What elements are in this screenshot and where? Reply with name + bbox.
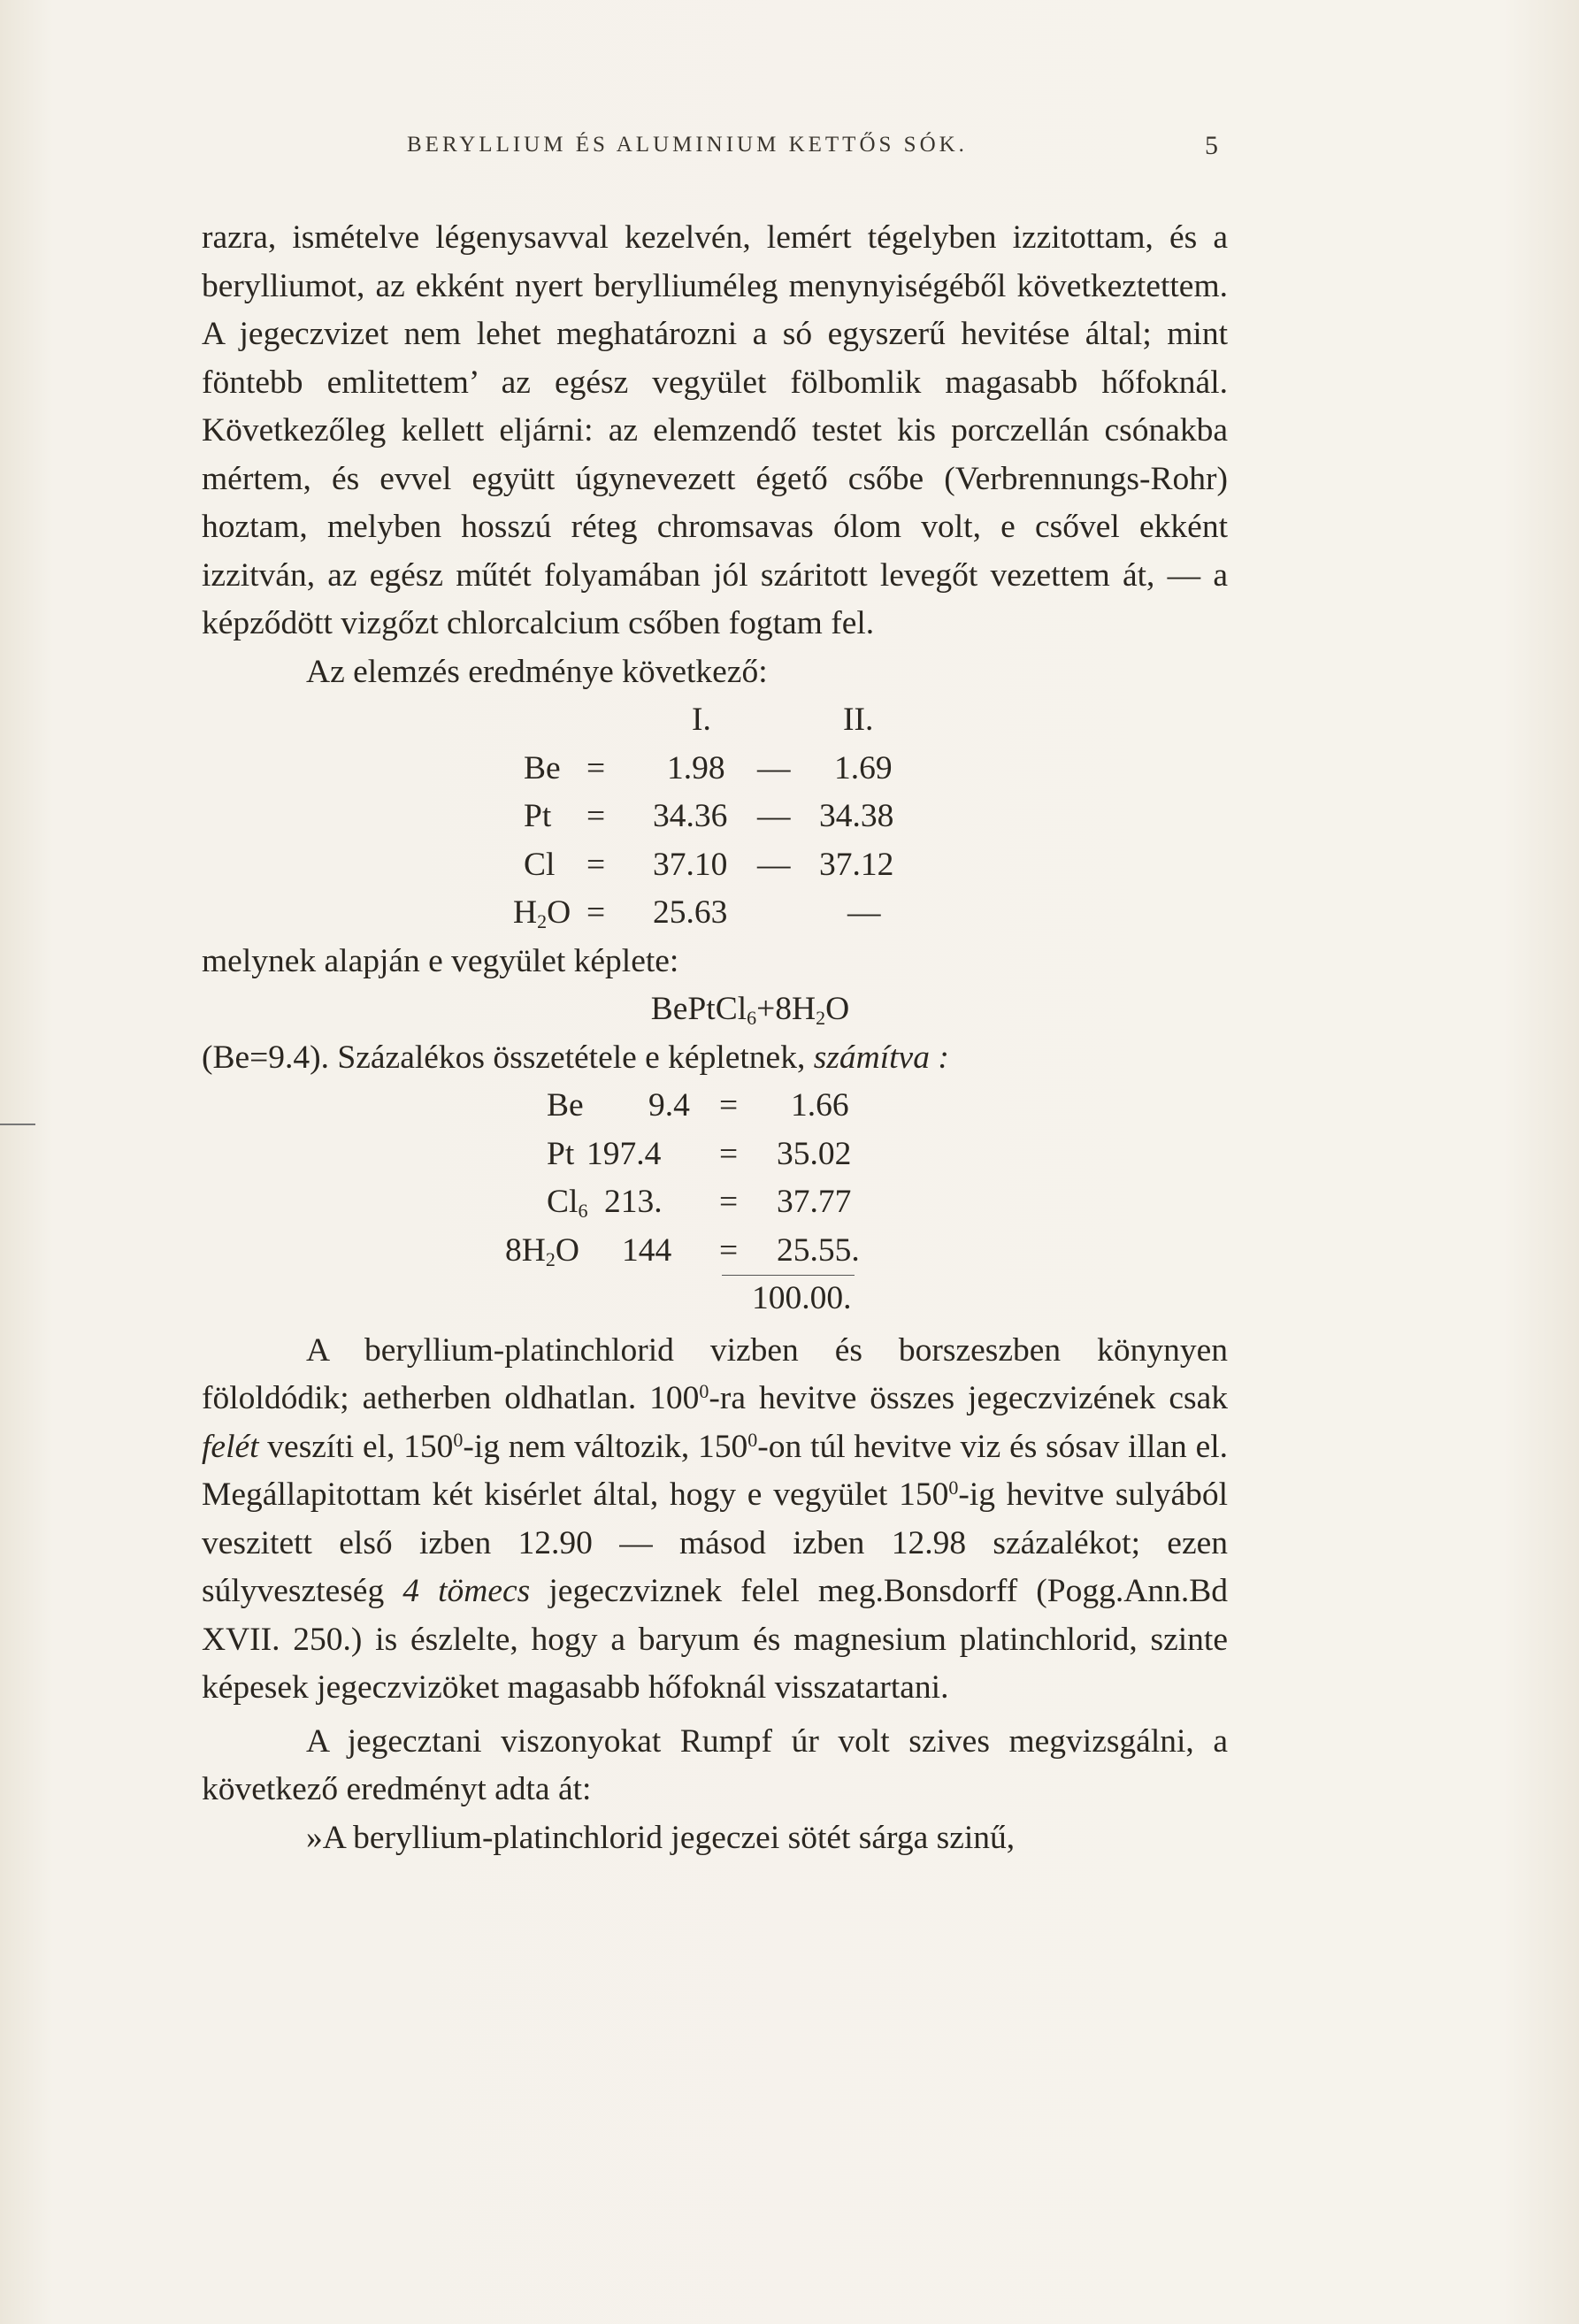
element-label: Be [524, 749, 561, 786]
composition-total: 100.00. [752, 1280, 852, 1316]
page-body [202, 214, 1228, 1862]
chemical-formula: $BePtCl_6+8H_2O$ [650, 991, 850, 1029]
element-label: Pt [524, 798, 552, 834]
element-label: Cl [524, 846, 556, 883]
composition-row: Pt 197.4 = 35.02 [547, 1135, 852, 1172]
paragraph-1: razra, ismételve légenysavval kezelvén, lemért tégelyben izzitottam, és a berylliumot, az ekként nyert berylliuméleg menynyiségéből következtettem. A jegeczvizet nem lehet meghatározni a só egyszerű hevitése által; mint föntebb emlitettem’ az egész vegyület fölbomlik magasabb hőfoknál. Következőleg kellett eljárni: az elemzendő testet kis porczellán csónakba mértem, és evvel együtt úgynevezett égető csőbe (Verbrennungs-Rohr) hoztam, melyben hosszú réteg chromsavas ólom volt, e csővel ekként izzitván, az egész műtét folyamában jól száritott levegőt vezettem át, — a képződött vizgőzt chlorcalcium csőben fogtam fel. [202, 219, 1228, 641]
analysis-row: Cl = 37.10 — 37.12 [202, 841, 1228, 890]
page-number: 5 [1205, 131, 1218, 160]
composition-total-row [202, 1275, 1228, 1323]
paragraph-5: »A beryllium-platinchlorid jegeczei sötét sárga szinű, [306, 1819, 1016, 1856]
analysis-header-row [202, 696, 1228, 745]
value-1: 1.98 [667, 749, 725, 786]
paragraph-3: A beryllium-platinchlorid vizben és borszeszben könynyen föloldódik; aetherben oldhatlan. $100^0-ra$ hevitve összes jegeczvizének csak felét veszíti el, $150^0-ig$ nem változik, $150^0-on$ túl hevitve viz és sósav illan el. Megállapitottam két kisérlet által, hogy e vegyület $150^0-ig$ hevitve sulyából veszitett első izben 12.90 — másod izben 12.98 százalékot; ezen súlyveszteség 4 tömecs jegeczviznek felel meg.Bonsdorff (Pogg.Ann.Bd XVII. 250.) is észlelte, hogy a baryum és magnesium platinchlorid, szinte képesek jegeczvizöket magasabb hőfoknál visszatartani. [202, 1331, 1229, 1706]
value-2: 37.12 [819, 846, 894, 883]
composition-intro: (Be=9.4). Százalékos összetétele e képletnek, számítva : [202, 1039, 949, 1076]
value-2: 1.69 [834, 749, 893, 786]
column-header-1: I. [692, 702, 711, 738]
paragraph-4: A jegecztani viszonyokat Rumpf úr volt szives megvizsgálni, a következő eredményt adta át: [202, 1722, 1228, 1807]
composition-row: $8H_2O$ 144 = 25.55. [505, 1231, 860, 1270]
paragraph-2: Az elemzés eredménye következő: [306, 653, 768, 690]
value-1: 37.10 [653, 846, 728, 883]
composition-row: $Cl_6$ 213. = 37.77 [547, 1184, 852, 1222]
analysis-row: Be = 1.98 — 1.69 [202, 745, 1228, 794]
value-1: 25.63 [653, 894, 728, 931]
formula-intro: melynek alapján e vegyület képlete: [202, 942, 679, 979]
value-2: 34.38 [819, 798, 894, 834]
column-header-2: II. [843, 702, 874, 738]
composition-row: Be 9.4 = 1.66 [547, 1087, 849, 1124]
margin-mark [0, 1124, 35, 1125]
value-1: 34.36 [653, 798, 728, 834]
element-label: $H_2O$ [513, 894, 571, 932]
analysis-row: Pt = 34.36 — 34.38 [202, 793, 1228, 841]
analysis-row: $H_2O$ = 25.63 — [202, 889, 1228, 938]
running-header: BERYLLIUM ÉS ALUMINIUM KETTŐS SÓK. [407, 133, 968, 157]
